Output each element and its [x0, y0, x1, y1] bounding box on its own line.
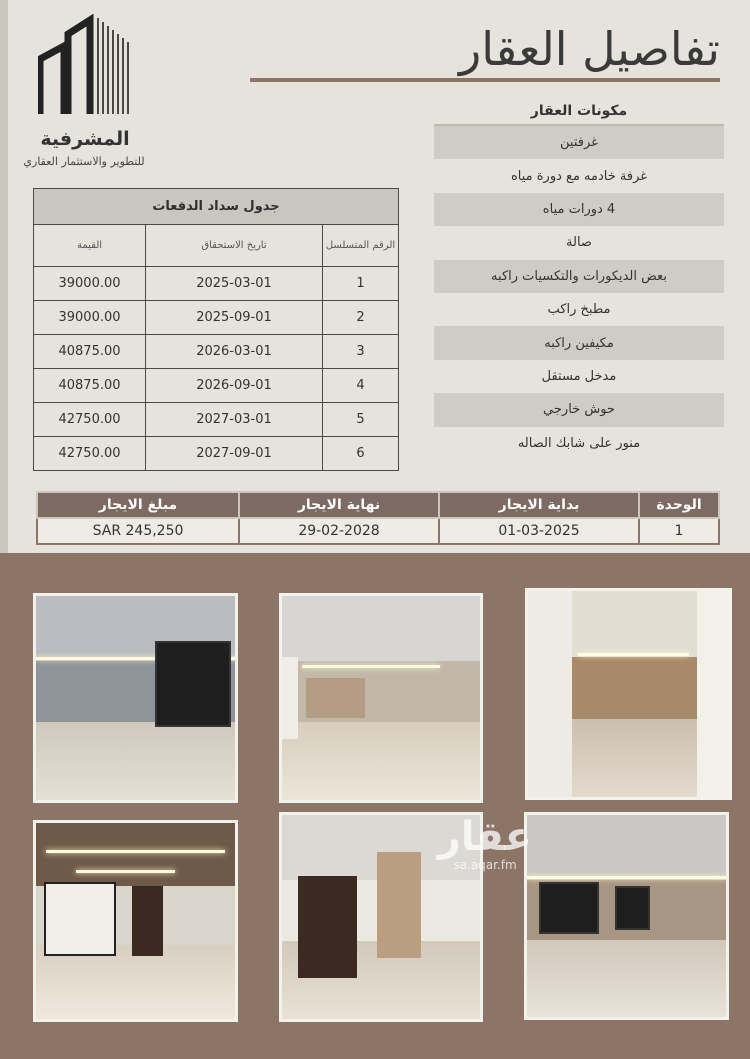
cell-serial: 2: [323, 301, 399, 335]
column-header-serial: الرقم المتسلسل: [323, 225, 399, 267]
feature-item: غرفتين: [434, 126, 724, 159]
watermark: [420, 816, 550, 872]
cell-amount: 39000.00: [34, 301, 146, 335]
cell-amount: 39000.00: [34, 267, 146, 301]
column-header-due-date: تاريخ الاستحقاق: [146, 225, 323, 267]
cell-serial: 6: [323, 437, 399, 471]
table-row: [34, 369, 399, 403]
feature-item: مكيفين راكبه: [434, 326, 724, 359]
company-name: المشرفية: [40, 128, 130, 150]
cell-due-date: 2025-03-01: [146, 267, 323, 301]
column-header-amount: القيمة: [34, 225, 146, 267]
table-row: [34, 267, 399, 301]
cell-amount: 42750.00: [34, 437, 146, 471]
column-header-rent-start: بداية الايجار: [439, 492, 639, 518]
cell-rent-amount: 245,250 SAR: [37, 518, 239, 544]
cell-due-date: 2025-09-01: [146, 301, 323, 335]
property-features-list: [434, 96, 724, 460]
property-photo: [33, 820, 238, 1022]
features-title: مكونات العقار: [434, 96, 724, 126]
table-row: [34, 403, 399, 437]
column-header-unit: الوحدة: [639, 492, 719, 518]
column-header-rent-end: نهاية الايجار: [239, 492, 439, 518]
property-photo: [279, 593, 483, 803]
cell-serial: 1: [323, 267, 399, 301]
table-row: [34, 437, 399, 471]
feature-item: مطبخ راكب: [547, 302, 611, 318]
cell-serial: 4: [323, 369, 399, 403]
cell-due-date: 2027-03-01: [146, 403, 323, 437]
page-title: تفاصيل العقار: [459, 22, 720, 76]
cell-due-date: 2027-09-01: [146, 437, 323, 471]
feature-item: غرفة خادمه مع دورة مياه: [510, 168, 648, 184]
cell-rent-start: 01-03-2025: [439, 518, 639, 544]
table-row: [34, 335, 399, 369]
title-underline: [250, 78, 720, 82]
cell-due-date: 2026-09-01: [146, 369, 323, 403]
property-photo: [524, 812, 729, 1020]
table-row: [37, 518, 719, 544]
feature-item: حوش خارجي: [434, 393, 724, 426]
feature-item: بعض الديكورات والتكسيات راكبه: [434, 260, 724, 293]
table-row: [34, 301, 399, 335]
cell-rent-end: 29-02-2028: [239, 518, 439, 544]
property-photo: [525, 588, 732, 800]
column-header-rent-amount: مبلغ الايجار: [37, 492, 239, 518]
feature-item: منور على شابك الصاله: [517, 435, 641, 451]
watermark-site: sa.aqar.fm: [453, 858, 517, 872]
feature-item: 4 دورات مياه: [434, 193, 724, 226]
feature-item: صالة: [566, 235, 592, 251]
company-subtitle: للتطوير والاستثمار العقاري: [23, 155, 145, 168]
cell-due-date: 2026-03-01: [146, 335, 323, 369]
cell-amount: 40875.00: [34, 369, 146, 403]
property-photo: [33, 593, 238, 803]
rent-summary-table: [36, 491, 720, 545]
cell-amount: 42750.00: [34, 403, 146, 437]
cell-serial: 3: [323, 335, 399, 369]
watermark-brand: عقار: [437, 814, 533, 860]
cell-amount: 40875.00: [34, 335, 146, 369]
cell-unit: 1: [639, 518, 719, 544]
payment-schedule-title: جدول سداد الدفعات: [34, 189, 399, 225]
cell-serial: 5: [323, 403, 399, 437]
feature-item: مدخل مستقل: [541, 368, 617, 384]
payment-schedule-table: [33, 188, 399, 471]
company-logo-icon: [38, 14, 133, 114]
